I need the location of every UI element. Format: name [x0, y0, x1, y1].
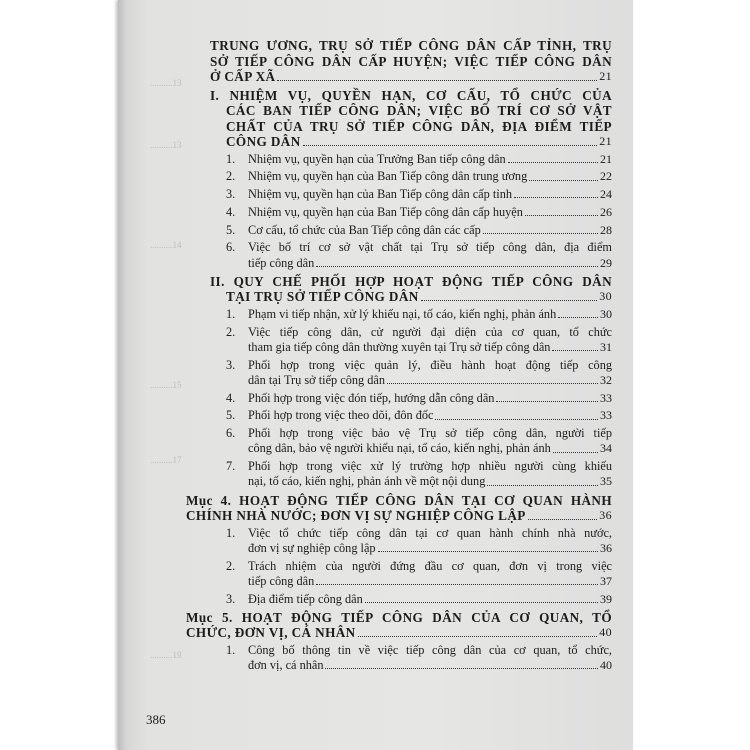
toc-item[interactable] [186, 408, 612, 423]
toc-heading-text: TẠI TRỤ SỞ TIẾP CÔNG DÂN [226, 289, 419, 305]
toc-heading-text: TRUNG ƯƠNG, TRỤ SỞ TIẾP CÔNG DÂN CẤP TỈNH, TRỤ [210, 38, 612, 53]
toc-item-text: Phối hợp trong việc quản lý, điều hành hoạt động tiếp công [248, 357, 612, 372]
toc-item-number: 1. [226, 525, 236, 540]
toc-heading[interactable] [186, 493, 612, 524]
toc-page-number: 30 [599, 289, 612, 304]
dot-leader [421, 300, 598, 301]
toc-item-number: 2. [226, 169, 236, 184]
toc-item-number: 1. [226, 642, 236, 657]
toc-page-number: 34 [600, 441, 612, 456]
toc-item-number: 4. [226, 390, 236, 405]
toc-item[interactable] [186, 223, 612, 238]
toc-item[interactable] [186, 391, 612, 406]
toc-page-number: 31 [600, 339, 612, 354]
dot-leader [487, 485, 598, 486]
toc-page-number: 39 [600, 591, 612, 606]
bleed-through-text: ..........15 [150, 380, 182, 390]
dot-leader [483, 233, 598, 234]
toc-item-text: Phối hợp trong việc đón tiếp, hướng dẫn công dân [248, 390, 495, 405]
toc-item-text: Phối hợp trong việc xử lý trường hợp nhiều người cùng khiếu [248, 459, 612, 474]
toc-item-number: 6. [226, 240, 236, 255]
toc-item-text: Địa điểm tiếp công dân [248, 591, 363, 606]
dot-leader [525, 215, 598, 216]
dot-leader [316, 266, 598, 267]
toc-item[interactable] [186, 187, 612, 202]
toc-item-text: Cơ cấu, tổ chức của Ban Tiếp công dân các cấp [248, 222, 481, 237]
toc-item[interactable] [186, 240, 612, 270]
toc-item-number: 4. [226, 204, 236, 219]
toc-item-text: Nhiệm vụ, quyền hạn của Trưởng Ban tiếp công dân [248, 151, 506, 166]
toc-heading-text: CÔNG DÂN [226, 134, 301, 149]
toc-page-number: 22 [600, 169, 612, 184]
toc-item-text: nại, tố cáo, kiến nghị, phản ánh về một nội dung [248, 474, 486, 489]
dot-leader [528, 519, 597, 520]
toc-item-number: 1. [226, 151, 236, 166]
dot-leader [303, 145, 598, 146]
dot-leader [508, 162, 598, 163]
toc-item-text: Phối hợp trong việc theo dõi, đôn đốc [248, 408, 434, 423]
toc-page-number: 21 [600, 151, 612, 166]
toc-item-text: dân tại Trụ sở tiếp công dân [248, 372, 385, 387]
toc-item[interactable] [186, 325, 612, 355]
toc-page-number: 33 [600, 408, 612, 423]
toc-item-text: tiếp công dân [248, 573, 315, 588]
dot-leader [529, 180, 598, 181]
toc-item-number: 5. [226, 222, 236, 237]
toc-heading-text: SỞ TIẾP CÔNG DÂN CẤP HUYỆN; VIỆC TIẾP CÔNG DÂN [210, 53, 612, 69]
bleed-through-text: ..........19 [150, 650, 182, 660]
toc-heading-text: CHỨC, ĐƠN VỊ, CÁ NHÂN [186, 625, 356, 641]
toc-item-text: Nhiệm vụ, quyền hạn của Ban Tiếp công dân trung ương [248, 169, 528, 184]
toc-item[interactable] [186, 358, 612, 388]
toc-page-number: 40 [599, 625, 612, 640]
dot-leader [365, 602, 598, 603]
toc-item-text: tham gia tiếp công dân thường xuyên tại Trụ sở tiếp công dân [248, 339, 551, 354]
toc-page-number: 33 [600, 390, 612, 405]
toc-page-number: 21 [599, 134, 612, 148]
toc-item-text: Việc bố trí cơ sở vật chất tại Trụ sở tiếp công dân, địa điểm [248, 240, 612, 255]
toc-page-number: 32 [600, 372, 612, 387]
toc-item-text: đơn vị sự nghiệp công lập [248, 540, 376, 555]
toc-item[interactable] [186, 643, 612, 673]
toc-item[interactable] [186, 526, 612, 556]
toc-item-text: Trách nhiệm của người đứng đầu cơ quan, đơn vị trong việc [248, 558, 612, 573]
toc-heading-text: Mục 5. HOẠT ĐỘNG TIẾP CÔNG DÂN CỦA CƠ QUAN, TỔ [186, 609, 612, 625]
dot-leader [435, 419, 598, 420]
toc-page-number: 36 [600, 540, 612, 555]
toc-item-number: 1. [226, 306, 236, 321]
bleed-through-text: ..........17 [150, 455, 182, 465]
toc-item-text: Công bố thông tin về việc tiếp công dân của cơ quan, tổ chức, [248, 642, 612, 657]
toc-page-number: 21 [599, 69, 612, 83]
toc-item[interactable] [186, 307, 612, 322]
toc-page-number: 37 [600, 573, 612, 588]
bleed-through-text: ..........14 [150, 240, 182, 250]
dot-leader [358, 636, 598, 637]
toc-heading[interactable] [186, 88, 612, 150]
toc-page-number: 40 [600, 658, 612, 673]
toc-heading[interactable] [186, 38, 612, 85]
toc-item-number: 3. [226, 591, 236, 606]
toc-heading-text: CHẤT CỦA TRỤ SỞ TIẾP CÔNG DÂN, ĐỊA ĐIỂM TIẾP [226, 118, 612, 134]
toc-heading-text: Ở CẤP XÃ [210, 69, 276, 84]
toc-item-number: 7. [226, 459, 236, 474]
toc-heading-text: II. QUY CHẾ PHỐI HỢP HOẠT ĐỘNG TIẾP CÔNG DÂN [210, 273, 612, 289]
toc-item-text: Nhiệm vụ, quyền hạn của Ban Tiếp công dân cấp tỉnh [248, 187, 512, 202]
toc-heading-text: CHÍNH NHÀ NƯỚC; ĐƠN VỊ SỰ NGHIỆP CÔNG LẬP [186, 508, 526, 524]
page-number: 386 [146, 712, 166, 727]
toc-page-number: 26 [600, 204, 612, 219]
toc-item-text: Phối hợp trong việc bảo vệ Trụ sở tiếp công dân, người tiếp [248, 426, 612, 441]
toc-page-number: 28 [600, 222, 612, 237]
toc-item[interactable] [186, 459, 612, 489]
dot-leader [378, 551, 598, 552]
toc-item-number: 5. [226, 408, 236, 423]
toc-heading-text: Mục 4. HOẠT ĐỘNG TIẾP CÔNG DÂN TẠI CƠ QUAN HÀNH [186, 492, 612, 508]
toc-page-number: 36 [599, 508, 612, 523]
toc-heading-text: CÁC BAN TIẾP CÔNG DÂN; VIỆC BỐ TRÍ CƠ SỞ VẬT [226, 103, 612, 118]
toc-item[interactable] [186, 426, 612, 456]
dot-leader [325, 668, 598, 669]
toc-heading[interactable] [186, 274, 612, 305]
dot-leader [514, 197, 598, 198]
table-of-contents [186, 38, 612, 748]
toc-item-text: Phạm vi tiếp nhận, xử lý khiếu nại, tố cáo, kiến nghị, phản ánh [248, 306, 557, 321]
toc-page-number: 24 [600, 187, 612, 202]
toc-item[interactable] [186, 592, 612, 607]
dot-leader [558, 317, 598, 318]
toc-item[interactable] [186, 169, 612, 184]
toc-heading-text: I. NHIỆM VỤ, QUYỀN HẠN, CƠ CẤU, TỔ CHỨC CỦA [210, 87, 612, 103]
dot-leader [552, 350, 598, 351]
dot-leader [316, 584, 598, 585]
toc-page-number: 29 [600, 255, 612, 270]
toc-item-text: Việc tổ chức tiếp công dân tại cơ quan hành chính nhà nước, [248, 525, 612, 540]
toc-item-number: 2. [226, 324, 236, 339]
toc-item-number: 3. [226, 187, 236, 202]
toc-page-number: 35 [600, 474, 612, 489]
toc-item-number: 2. [226, 558, 236, 573]
toc-item-text: công dân, bảo vệ người khiếu nại, tố cáo, kiến nghị, phản ánh [248, 441, 551, 456]
toc-item-text: tiếp công dân [248, 255, 315, 270]
bleed-through-text: ..........13 [150, 140, 182, 150]
toc-heading[interactable] [186, 610, 612, 641]
bleed-through-text: ..........13 [150, 78, 182, 88]
toc-item-number: 3. [226, 357, 236, 372]
toc-item-text: đơn vị, cá nhân [248, 658, 324, 673]
toc-item[interactable] [186, 152, 612, 167]
toc-page-number: 30 [600, 306, 612, 321]
toc-item[interactable] [186, 559, 612, 589]
toc-item-text: Việc tiếp công dân, cử người đại diện của cơ quan, tổ chức [248, 324, 612, 339]
toc-item-number: 6. [226, 426, 236, 441]
dot-leader [496, 401, 598, 402]
dot-leader [387, 383, 598, 384]
toc-item-text: Nhiệm vụ, quyền hạn của Ban Tiếp công dân cấp huyện [248, 204, 523, 219]
dot-leader [553, 452, 598, 453]
toc-item[interactable] [186, 205, 612, 220]
dot-leader [277, 80, 597, 81]
